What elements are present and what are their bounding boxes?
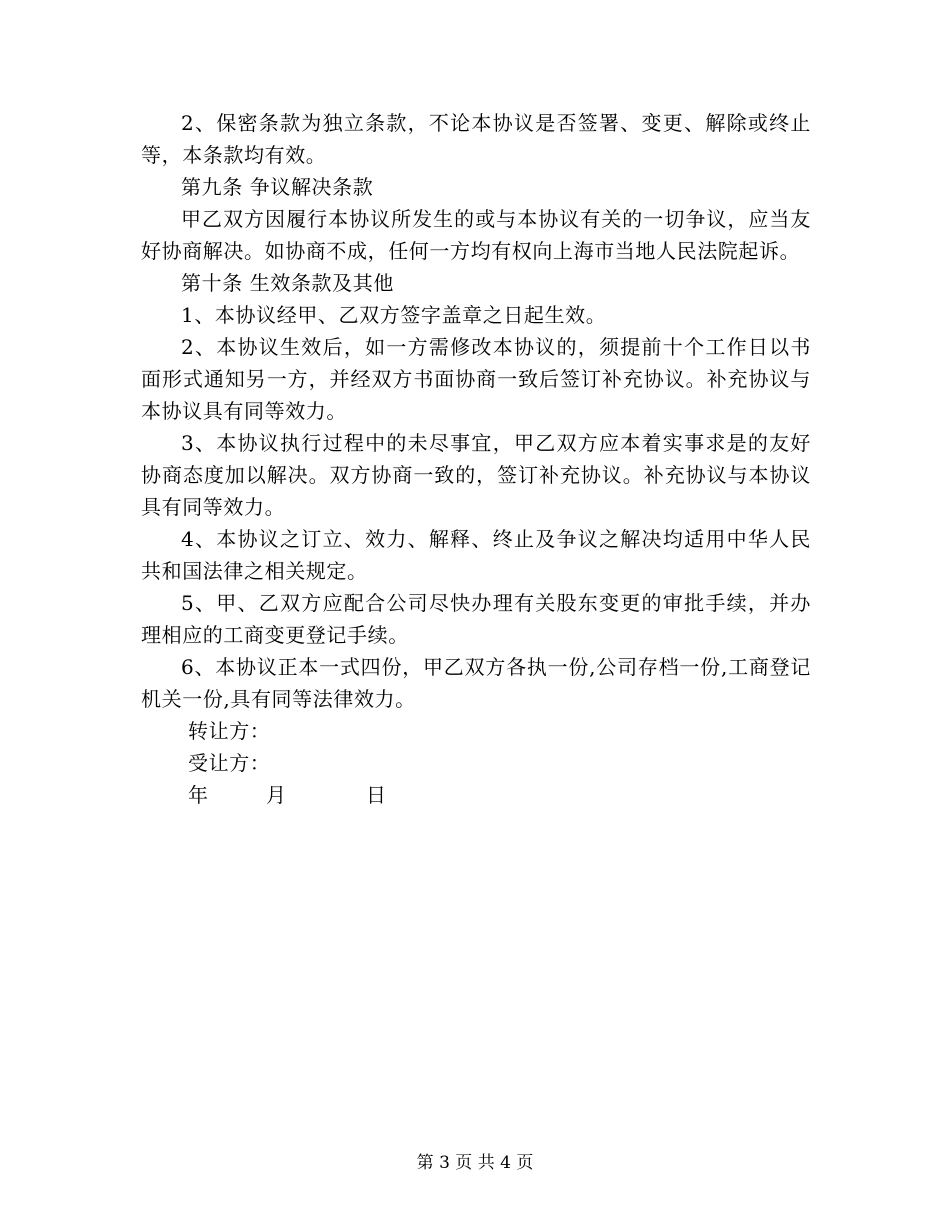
document-body xyxy=(141,107,811,811)
paragraph-effective-date: 1、本协议经甲、乙双方签字盖章之日起生效。 xyxy=(181,303,607,327)
paragraph-unresolved-matters: 3、本协议执行过程中的未尽事宜，甲乙双方应本着实事求是的友好协商态度加以解决。双方协商一致的，签订补充协议。补充协议与本协议具有同等效力。 xyxy=(141,431,811,519)
paragraph-copies: 6、本协议正本一式四份，甲乙双方各执一份,公司存档一份,工商登记机关一份,具有同等法律效力。 xyxy=(141,655,811,711)
date-month-label: 月 xyxy=(266,783,286,807)
paragraph-confidentiality-clause: 2、保密条款为独立条款，不论本协议是否签署、变更、解除或终止等，本条款均有效。 xyxy=(141,111,811,167)
transferor-signature-label: 转让方： xyxy=(188,719,271,743)
article-9-heading: 第九条 争议解决条款 xyxy=(181,175,374,199)
paragraph-amendment: 2、本协议生效后，如一方需修改本协议的，须提前十个工作日以书面形式通知另一方，并经双方书面协商一致后签订补充协议。补充协议与本协议具有同等效力。 xyxy=(141,335,811,423)
page-number-footer: 第 3 页 共 4 页 xyxy=(416,1153,534,1173)
date-year-label: 年 xyxy=(188,783,208,807)
paragraph-registration-procedures: 5、甲、乙双方应配合公司尽快办理有关股东变更的审批手续，并办理相应的工商变更登记手续。 xyxy=(141,591,811,647)
article-10-heading: 第十条 生效条款及其他 xyxy=(181,271,394,295)
paragraph-dispute-resolution: 甲乙双方因履行本协议所发生的或与本协议有关的一切争议，应当友好协商解决。如协商不成，任何一方均有权向上海市当地人民法院起诉。 xyxy=(141,207,811,263)
date-day-label: 日 xyxy=(366,783,386,807)
signing-date-line xyxy=(141,779,811,811)
transferee-signature-label: 受让方： xyxy=(188,751,271,775)
paragraph-governing-law: 4、本协议之订立、效力、解释、终止及争议之解决均适用中华人民共和国法律之相关规定。 xyxy=(141,527,811,583)
